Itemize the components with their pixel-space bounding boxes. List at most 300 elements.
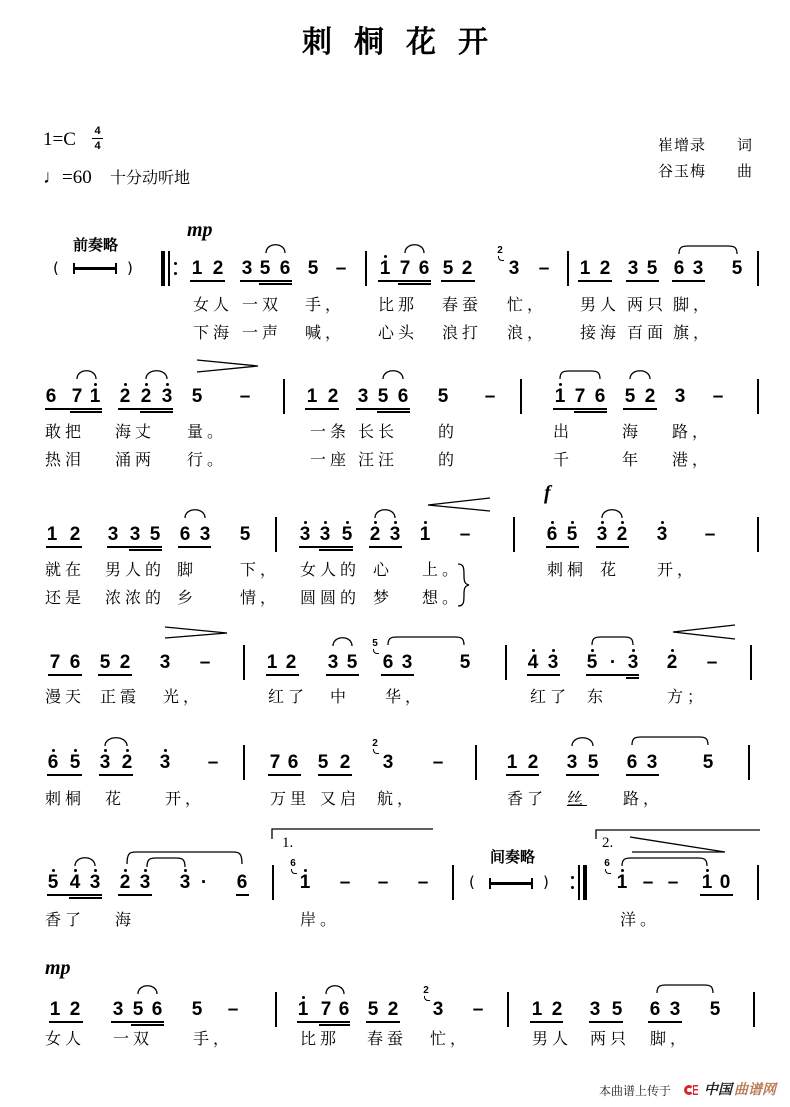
barline: [365, 251, 367, 286]
lyric: 路，: [672, 422, 713, 441]
grace-note: 2: [497, 245, 503, 256]
slur: [146, 371, 167, 379]
note: 7: [574, 386, 586, 407]
lyric: 一双: [113, 1029, 154, 1048]
note: 5: [367, 999, 379, 1020]
note: 3: [159, 652, 171, 673]
beam-underline: [47, 894, 102, 896]
sustain-dash: –: [704, 524, 716, 545]
note: 3: [112, 999, 124, 1020]
slur: [138, 986, 157, 994]
decrescendo-hairpin: [165, 627, 227, 638]
note-high-octave: 3: [297, 525, 313, 545]
note-high-octave: 1: [614, 873, 630, 893]
note: 1: [49, 999, 61, 1020]
volta-1-label: 1.: [282, 835, 294, 851]
beam-underline-double: [140, 411, 173, 413]
slur: [388, 637, 464, 645]
beam-underline-double: [259, 283, 292, 285]
note-high-octave: 3: [87, 873, 103, 893]
sustain-dash: –: [339, 872, 351, 893]
lyric: 上。: [422, 560, 463, 579]
barline: [513, 517, 515, 552]
time-signature-denominator: 4: [94, 140, 101, 152]
note-high-octave: 6: [45, 753, 61, 773]
note: 2: [339, 752, 351, 773]
grace-note: 2: [423, 985, 429, 996]
barline: [283, 379, 285, 414]
lyric: 男人: [580, 295, 621, 314]
lyric: 千: [553, 450, 574, 469]
note-high-octave: 3: [387, 525, 403, 545]
sustain-dash: –: [538, 258, 550, 279]
beam-underline: [99, 774, 133, 776]
beam-underline: [700, 894, 733, 896]
note: 2: [212, 258, 224, 279]
slur: [375, 510, 395, 518]
prelude-paren-open: (: [53, 259, 59, 277]
note: 5: [709, 999, 721, 1020]
dynamic-mp: mp: [45, 957, 71, 979]
lyric: 路，: [623, 789, 664, 808]
lyric: 圆圆的: [300, 588, 361, 607]
lyric: 花: [105, 789, 126, 808]
note-high-octave: 2: [138, 387, 154, 407]
beam-underline: [107, 546, 162, 548]
beam-underline: [268, 774, 301, 776]
beam-underline: [586, 674, 639, 676]
note-high-octave: 3: [654, 525, 670, 545]
lyric: 航，: [377, 789, 418, 808]
note: 5: [191, 999, 203, 1020]
lyric: 脚，: [650, 1029, 691, 1048]
lyric: 百面: [627, 323, 668, 342]
beam-underline: [118, 408, 173, 410]
sustain-dash: –: [484, 386, 496, 407]
note: 1: [266, 652, 278, 673]
beam-underline: [47, 774, 82, 776]
note: 6: [418, 258, 430, 279]
lyric: 还是: [45, 588, 86, 607]
beam-underline: [98, 674, 132, 676]
note: 5: [307, 258, 319, 279]
beam-underline-double: [131, 1024, 164, 1026]
dynamic-mp: mp: [187, 219, 213, 241]
repeat-dot: [174, 272, 177, 275]
beam-underline: [648, 1021, 682, 1023]
beam-underline: [530, 1021, 563, 1023]
barline: [505, 645, 507, 680]
beam-underline: [506, 774, 539, 776]
note: 5: [611, 999, 623, 1020]
lyric: 忙，: [430, 1029, 471, 1048]
barline: [243, 645, 245, 680]
sustain-dash: –: [199, 652, 211, 673]
note: 6: [338, 999, 350, 1020]
beam-underline: [45, 408, 102, 410]
note-high-octave: 4: [67, 873, 83, 893]
lyric: 春蚕: [367, 1029, 408, 1048]
lyric: 华，: [385, 687, 426, 706]
slur: [572, 738, 593, 746]
note: 3: [692, 258, 704, 279]
beam-underline: [441, 280, 475, 282]
lyric: 香了: [507, 789, 548, 808]
time-signature-numerator: 4: [94, 125, 101, 137]
note: 5: [259, 258, 271, 279]
note: 7: [399, 258, 411, 279]
note-high-octave: 2: [367, 525, 383, 545]
note: 3: [627, 258, 639, 279]
barline: [272, 865, 274, 900]
beam-underline: [266, 674, 299, 676]
note-high-octave: 3: [177, 873, 193, 893]
decrescendo-hairpin: [630, 837, 725, 852]
repeat-dot: [571, 886, 574, 889]
beam-underline: [589, 1021, 623, 1023]
repeat-start-thick-bar: [161, 251, 165, 286]
lyric: 就在: [45, 560, 86, 579]
note: 2: [69, 999, 81, 1020]
lyric: 手，: [305, 295, 346, 314]
slur: [185, 510, 205, 518]
beam-underline: [190, 280, 225, 282]
lyric: 出: [553, 422, 574, 441]
note: 2: [285, 652, 297, 673]
lyric: 的: [438, 450, 459, 469]
note-high-octave: 2: [614, 525, 630, 545]
beam-underline: [527, 674, 560, 676]
slur: [266, 245, 285, 253]
decrescendo-hairpin: [197, 360, 258, 372]
lyric: 刺桐: [45, 789, 86, 808]
note-high-octave: 2: [664, 653, 680, 673]
repeat-start-thin-bar: [168, 251, 170, 286]
slur: [632, 737, 708, 745]
lyric: 港，: [672, 450, 713, 469]
note: 6: [45, 386, 57, 407]
lyric: 中: [330, 687, 351, 706]
sustain-dash: –: [667, 872, 679, 893]
note: 5: [731, 258, 743, 279]
lyric: 男人的: [105, 560, 166, 579]
sustain-dash: –: [417, 872, 429, 893]
note-high-octave: 1: [87, 387, 103, 407]
barline: [452, 865, 454, 900]
barline: [748, 745, 750, 780]
note: 1: [191, 258, 203, 279]
note: 3: [199, 524, 211, 545]
note: 6: [69, 652, 81, 673]
slur: [622, 858, 707, 866]
beam-underline: [672, 280, 705, 282]
note: 3: [669, 999, 681, 1020]
prelude-paren-close: ): [127, 259, 133, 277]
lyric: 红了: [530, 687, 571, 706]
note-high-octave: 1: [699, 873, 715, 893]
beam-underline: [626, 774, 659, 776]
lyric: 的: [438, 422, 459, 441]
lyric: 浪打: [442, 323, 483, 342]
lyric: 春蚕: [442, 295, 483, 314]
grace-note: 6: [290, 858, 296, 869]
repeat-end-thin-bar: [578, 865, 580, 900]
interlude-paren-close: ): [543, 873, 549, 891]
beam-underline: [546, 546, 579, 548]
note: 2: [119, 652, 131, 673]
note-high-octave: 5: [584, 653, 600, 673]
grace-note: 2: [372, 738, 378, 749]
note: 6: [279, 258, 291, 279]
beam-underline: [356, 408, 410, 410]
volta-1-bracket: [272, 829, 433, 839]
barline: [275, 517, 277, 552]
note: 2: [527, 752, 539, 773]
lyric: 红了: [268, 687, 309, 706]
beam-underline: [369, 546, 402, 548]
lyric: 喊，: [305, 323, 346, 342]
note: 6: [397, 386, 409, 407]
lyric: 心: [373, 560, 394, 579]
beam-underline: [626, 280, 659, 282]
beam-underline: [111, 1021, 164, 1023]
prelude-label: 前奏略: [73, 236, 119, 254]
lyric: 脚: [177, 560, 198, 579]
note-high-octave: 2: [117, 873, 133, 893]
barline: [750, 645, 752, 680]
beam-underline: [381, 674, 414, 676]
logo-text-site: 曲谱网: [734, 1082, 776, 1098]
note-high-octave: 3: [625, 653, 641, 673]
lyric: 一座: [310, 450, 351, 469]
note: 3: [129, 524, 141, 545]
lyric: 接海: [580, 323, 621, 342]
slur: [147, 858, 185, 867]
slur: [630, 371, 650, 379]
beam-underline-double: [377, 411, 410, 413]
slur: [405, 245, 424, 253]
note: 3: [432, 999, 444, 1020]
composer-role: 曲: [737, 162, 754, 180]
slur: [127, 852, 242, 864]
lyric: 梦: [373, 588, 394, 607]
crescendo-hairpin: [428, 498, 490, 511]
note: 1: [579, 258, 591, 279]
lyric: 男人: [532, 1029, 573, 1048]
lyric: 方；: [667, 687, 708, 706]
interlude-paren-open: (: [469, 873, 475, 891]
note-high-octave: 3: [317, 525, 333, 545]
lyric: 浪，: [507, 323, 548, 342]
lyric: 女人的: [300, 560, 361, 579]
repeat-dot: [571, 876, 574, 879]
note: 7: [71, 386, 83, 407]
note: 2: [387, 999, 399, 1020]
lyric: 洋。: [620, 910, 661, 929]
note: 5: [317, 752, 329, 773]
note: 7: [49, 652, 61, 673]
lyric: 漫天: [45, 687, 86, 706]
barline: [757, 379, 759, 414]
lyric: 两只: [590, 1029, 631, 1048]
note: 5: [132, 999, 144, 1020]
slur: [326, 986, 344, 994]
note: 5: [149, 524, 161, 545]
lyric: 脚，: [673, 295, 714, 314]
sustain-dash: –: [377, 872, 389, 893]
beam-underline: [578, 280, 612, 282]
note: 2: [644, 386, 656, 407]
note: 6: [236, 872, 248, 893]
lyric: 热泪: [45, 450, 86, 469]
note: 2: [69, 524, 81, 545]
note: 6: [673, 258, 685, 279]
note: 6: [594, 386, 606, 407]
note-high-octave: 5: [339, 525, 355, 545]
note: 1: [46, 524, 58, 545]
lyric: 女人: [193, 295, 234, 314]
note: 2: [599, 258, 611, 279]
logo-e-icon: [693, 1085, 698, 1095]
beam-underline: [236, 894, 249, 896]
interlude-label: 间奏略: [490, 848, 536, 866]
augmentation-dot: ·: [200, 872, 208, 893]
note: 1: [306, 386, 318, 407]
beam-underline: [46, 546, 82, 548]
lyric: 行。: [187, 450, 228, 469]
note: 3: [566, 752, 578, 773]
note: 2: [327, 386, 339, 407]
lyric: 海: [622, 422, 643, 441]
lyric: 比那: [300, 1029, 341, 1048]
beam-underline-double: [319, 1024, 350, 1026]
note: 3: [357, 386, 369, 407]
expression-marking: 十分动听地: [110, 168, 191, 187]
barline: [757, 865, 759, 900]
beam-underline: [553, 408, 607, 410]
barline: [753, 992, 755, 1027]
lyric: 开，: [165, 789, 206, 808]
crescendo-hairpin: [673, 625, 735, 639]
note: 6: [626, 752, 638, 773]
beam-underline-double: [574, 411, 607, 413]
note: 5: [346, 652, 358, 673]
note: 5: [442, 258, 454, 279]
lyricist-role: 词: [737, 136, 754, 154]
lyric: 丝: [567, 789, 588, 808]
lyric: 下，: [240, 560, 281, 579]
sustain-dash: –: [706, 652, 718, 673]
note-high-octave: 1: [295, 1000, 311, 1020]
time-signature-bar: [92, 138, 103, 139]
sustain-dash: –: [712, 386, 724, 407]
note-high-octave: 2: [119, 753, 135, 773]
upload-note: 本曲谱上传于: [599, 1084, 672, 1098]
lyric: 海丈: [115, 422, 156, 441]
note-high-octave: 3: [159, 387, 175, 407]
slur: [77, 371, 96, 379]
lyric: 旗，: [673, 323, 714, 342]
note: 3: [327, 652, 339, 673]
lyric: 女人: [45, 1029, 86, 1048]
note: 3: [646, 752, 658, 773]
lyric: 开，: [657, 560, 698, 579]
multi-rest-icon: [73, 267, 117, 270]
barline: [275, 992, 277, 1027]
slur: [560, 371, 600, 379]
grace-note: 6: [604, 858, 610, 869]
beam-underline-double: [626, 677, 639, 679]
note: 3: [401, 652, 413, 673]
note-high-octave: 3: [137, 873, 153, 893]
beam-underline: [240, 280, 292, 282]
note: 7: [320, 999, 332, 1020]
note-high-octave: 5: [67, 753, 83, 773]
note-high-octave: 3: [545, 653, 561, 673]
barline: [520, 379, 522, 414]
repeat-end-thick-bar: [583, 865, 587, 900]
barline: [243, 745, 245, 780]
note: 1: [506, 752, 518, 773]
note: 3: [241, 258, 253, 279]
barline: [567, 251, 569, 286]
lyric: 忙，: [507, 295, 548, 314]
lyric: 心头: [378, 323, 419, 342]
sustain-dash: –: [335, 258, 347, 279]
rest: 0: [719, 872, 731, 893]
beam-underline: [48, 674, 82, 676]
note-high-octave: 3: [97, 753, 113, 773]
lyric: 正霞: [100, 687, 141, 706]
beam-underline: [318, 774, 352, 776]
slur: [105, 738, 127, 746]
note: 6: [179, 524, 191, 545]
beam-underline: [297, 1021, 350, 1023]
beam-underline: [326, 674, 359, 676]
beam-underline: [118, 894, 152, 896]
note: 5: [587, 752, 599, 773]
grace-note: 5: [372, 638, 378, 649]
note: 3: [508, 258, 520, 279]
note-high-octave: 1: [297, 873, 313, 893]
lyric: 香了: [45, 910, 86, 929]
lyric: 年: [622, 450, 643, 469]
note: 5: [99, 652, 111, 673]
sustain-dash: –: [432, 752, 444, 773]
beam-underline: [596, 546, 629, 548]
lyric: 东: [587, 687, 608, 706]
tempo-marking: ♩=60: [43, 167, 92, 188]
lyric: 刺桐: [547, 560, 588, 579]
sustain-dash: –: [642, 872, 654, 893]
beam-underline: [566, 774, 599, 776]
note: 5: [702, 752, 714, 773]
beam-underline: [623, 408, 657, 410]
lyric: 下海: [193, 323, 234, 342]
volta-2-label: 2.: [602, 835, 614, 851]
lyric: 涌两: [115, 450, 156, 469]
lyric: 手，: [193, 1029, 234, 1048]
beam-underline: [305, 408, 339, 410]
sustain-dash: –: [459, 524, 471, 545]
lyric: 岸。: [300, 910, 341, 929]
lyric: 长长: [358, 422, 399, 441]
note: 3: [589, 999, 601, 1020]
barline: [475, 745, 477, 780]
key-signature: 1=C: [43, 129, 76, 150]
volta-2-bracket: [596, 830, 760, 839]
note-high-octave: 1: [417, 525, 433, 545]
